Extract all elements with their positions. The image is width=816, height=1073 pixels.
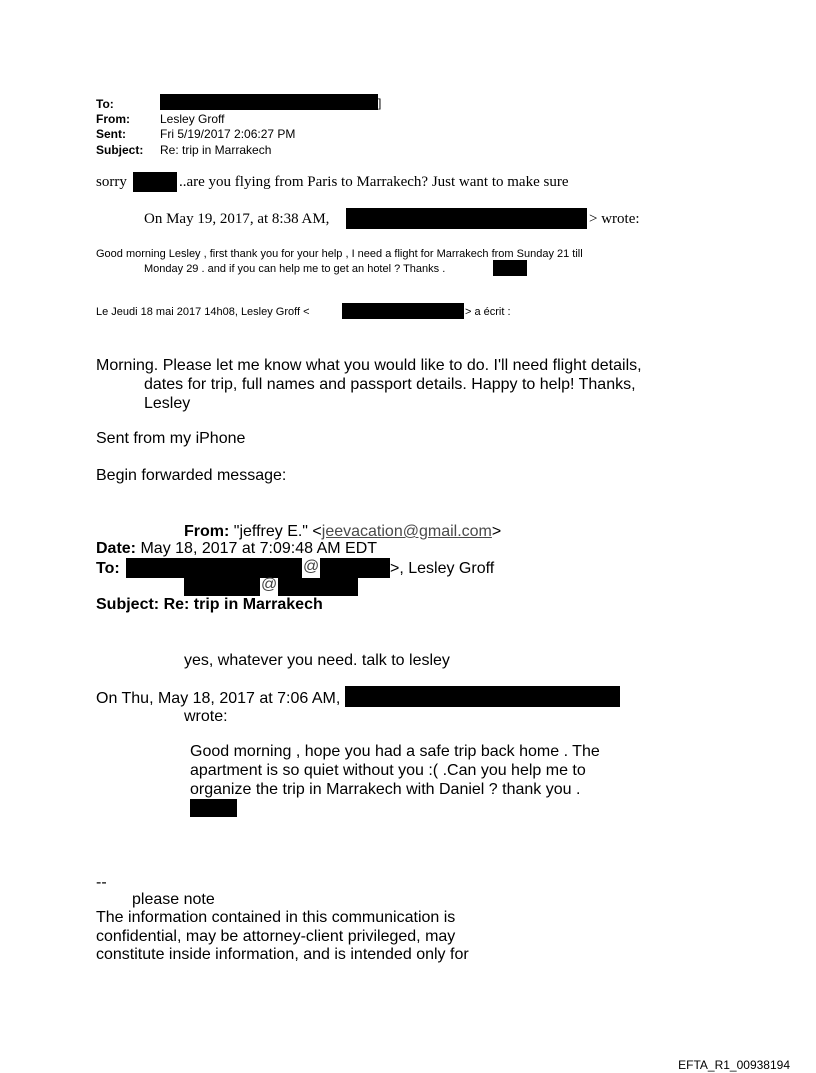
from-label: From: (96, 112, 130, 126)
quote3-intro: On Thu, May 18, 2017 at 7:06 AM, (96, 690, 341, 707)
quote1-wrote: > wrote: (589, 211, 640, 227)
redaction-box (160, 94, 378, 110)
sig-line3: constitute inside information, and is intended only for (96, 946, 469, 963)
msg4-line3: organize the trip in Marrakech with Daniel ? thank you . (190, 781, 581, 798)
redaction-box (133, 172, 177, 192)
redaction-box (346, 208, 587, 229)
fwd-from-name: "jeffrey E." < (233, 523, 322, 540)
redaction-box (184, 578, 260, 596)
sent-value: Fri 5/19/2017 2:06:27 PM (160, 127, 296, 141)
redaction-box (345, 686, 620, 707)
sent-from: Sent from my iPhone (96, 430, 246, 447)
msg1-text: ..are you flying from Paris to Marrakech? Just want to make sure (179, 174, 569, 190)
fwd-from-label: From: (184, 523, 230, 540)
document-id: EFTA_R1_00938194 (678, 1058, 790, 1072)
quote2-wrote: > a écrit : (465, 306, 511, 318)
redaction-box (126, 558, 302, 578)
sent-label: Sent: (96, 127, 126, 141)
redaction-box (190, 799, 237, 817)
sig-note: please note (132, 891, 215, 908)
fwd-at-1: @ (303, 558, 320, 575)
fwd-subject-label: Subject: (96, 596, 160, 613)
to-bracket: ] (378, 96, 382, 110)
fwd-to-rest: >, Lesley Groff (390, 560, 495, 577)
subject-value: Re: trip in Marrakech (160, 143, 272, 157)
fwd-to-label: To: (96, 560, 120, 577)
redaction-box (342, 303, 464, 319)
sig-dashes: -- (96, 874, 107, 891)
fwd-from-line (184, 523, 501, 541)
msg3-line2: dates for trip, full names and passport details. Happy to help! Thanks, (144, 376, 636, 393)
msg3-line3: Lesley (144, 395, 191, 412)
redaction-box (320, 558, 390, 578)
fwd-subject-line (96, 596, 323, 614)
fwd-subject-value: Re: trip in Marrakech (163, 596, 323, 613)
reply-text: yes, whatever you need. talk to lesley (184, 652, 450, 669)
fwd-at-2: @ (261, 576, 278, 593)
quote1-intro: On May 19, 2017, at 8:38 AM, (144, 211, 330, 227)
redaction-box (493, 260, 527, 276)
fwd-date-line (96, 540, 377, 558)
fwd-date-value: May 18, 2017 at 7:09:48 AM EDT (140, 540, 378, 557)
msg4-line1: Good morning , hope you had a safe trip back home . The (190, 743, 600, 760)
fwd-date-label: Date: (96, 540, 137, 557)
quote2-intro: Le Jeudi 18 mai 2017 14h08, Lesley Groff < (96, 306, 310, 318)
msg1-prefix: sorry (96, 174, 127, 190)
to-label: To: (96, 97, 114, 111)
sig-line2: confidential, may be attorney-client privileged, may (96, 928, 456, 945)
fwd-email-link[interactable]: jeevacation@gmail.com (321, 523, 492, 540)
subject-label: Subject: (96, 143, 144, 157)
redaction-box (278, 578, 358, 596)
msg2-line2: Monday 29 . and if you can help me to get an hotel ? Thanks . (144, 263, 446, 275)
sig-line1: The information contained in this communication is (96, 909, 456, 926)
msg3-line1: Morning. Please let me know what you would like to do. I'll need flight details, (96, 357, 642, 374)
begin-forwarded: Begin forwarded message: (96, 467, 287, 484)
quote3-wrote: wrote: (184, 708, 228, 725)
fwd-from-close: > (491, 523, 502, 540)
msg2-line1: Good morning Lesley , first thank you for your help , I need a flight for Marrakech from Sunday 21 till (96, 248, 583, 260)
msg4-line2: apartment is so quiet without you :( .Can you help me to (190, 762, 586, 779)
from-value: Lesley Groff (160, 112, 225, 126)
